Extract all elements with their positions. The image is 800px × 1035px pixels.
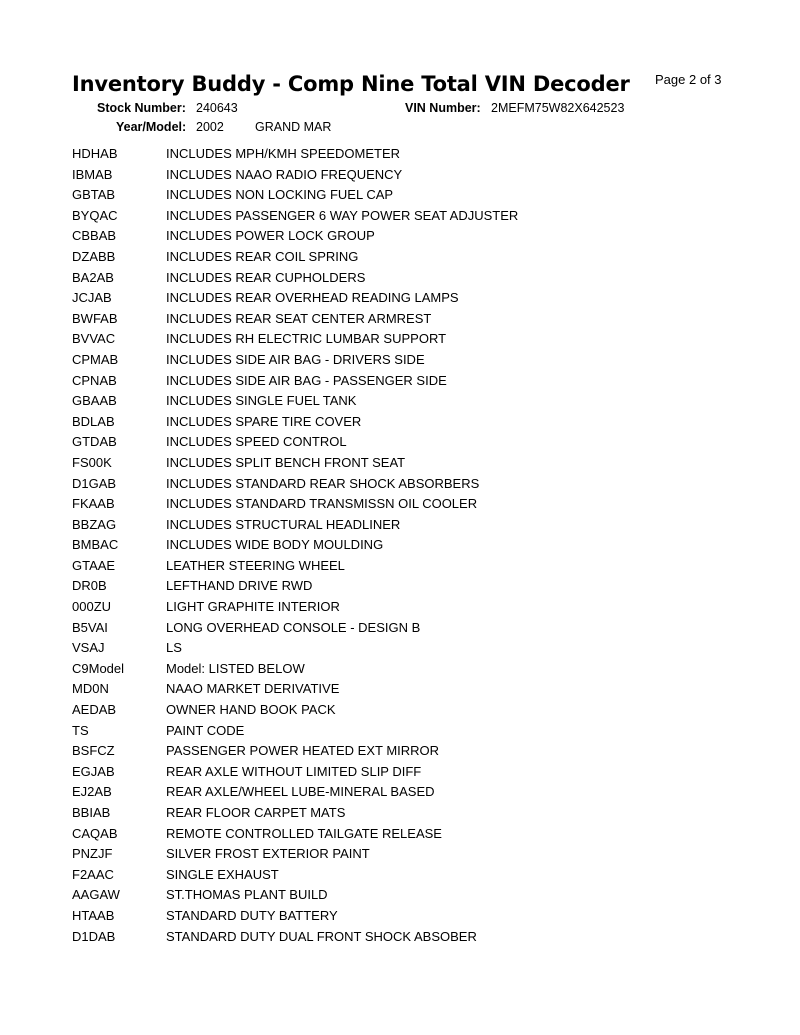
list-item: [0, 453, 800, 474]
option-description: INCLUDES SINGLE FUEL TANK: [166, 393, 357, 409]
option-code: BBZAG: [72, 516, 117, 532]
option-code: 000ZU: [72, 599, 112, 615]
option-code: FS00K: [72, 454, 112, 470]
option-code: BYQAC: [72, 207, 118, 223]
option-description: INCLUDES MPH/KMH SPEEDOMETER: [166, 146, 401, 161]
vin-number-value: 2MEFM75W82X642523: [491, 101, 625, 115]
option-description: INCLUDES REAR COIL SPRING: [166, 248, 359, 264]
option-code: C9Model: [72, 660, 125, 676]
list-item: [0, 885, 800, 906]
list-item: [0, 309, 800, 330]
option-description: LS: [166, 640, 182, 656]
option-description: INCLUDES PASSENGER 6 WAY POWER SEAT ADJUSTER: [166, 207, 519, 223]
option-code: TS: [72, 722, 89, 738]
option-description: INCLUDES NAAO RADIO FREQUENCY: [166, 166, 403, 182]
option-code-list: [0, 144, 800, 947]
option-code: DZABB: [72, 248, 116, 264]
list-item: [0, 350, 800, 371]
option-code: EJ2AB: [72, 784, 112, 800]
list-item: [0, 659, 800, 680]
option-description: PASSENGER POWER HEATED EXT MIRROR: [166, 743, 440, 759]
option-description: REMOTE CONTROLLED TAILGATE RELEASE: [166, 825, 442, 841]
option-code: D1DAB: [72, 928, 116, 944]
list-item: [0, 741, 800, 762]
list-item: [0, 185, 800, 206]
page-number: Page 2 of 3: [655, 72, 722, 87]
option-description: INCLUDES REAR OVERHEAD READING LAMPS: [166, 290, 459, 306]
option-code: BDLAB: [72, 413, 115, 429]
list-item: [0, 906, 800, 927]
stock-number-value: 240643: [196, 101, 238, 115]
list-item: [0, 474, 800, 495]
option-description: INCLUDES REAR SEAT CENTER ARMREST: [166, 310, 432, 326]
list-item: [0, 597, 800, 618]
option-description: OWNER HAND BOOK PACK: [166, 702, 336, 718]
option-code: CPMAB: [72, 351, 119, 367]
list-item: [0, 576, 800, 597]
list-item: [0, 556, 800, 577]
option-description: STANDARD DUTY DUAL FRONT SHOCK ABSOBER: [166, 928, 477, 944]
year-model-label-text: Year/Model:: [116, 120, 187, 134]
list-item: [0, 844, 800, 865]
list-item: [0, 824, 800, 845]
option-code: B5VAI: [72, 619, 108, 635]
option-description: REAR AXLE/WHEEL LUBE-MINERAL BASED: [166, 784, 435, 800]
year-model-label: [116, 120, 186, 134]
option-description: LEFTHAND DRIVE RWD: [166, 578, 313, 594]
list-item: [0, 782, 800, 803]
list-item: [0, 371, 800, 392]
list-item: [0, 432, 800, 453]
option-description: INCLUDES STANDARD REAR SHOCK ABSORBERS: [166, 475, 480, 491]
list-item: [0, 268, 800, 289]
list-item: [0, 638, 800, 659]
list-item: [0, 329, 800, 350]
option-code: CAQAB: [72, 825, 118, 841]
option-description: INCLUDES STANDARD TRANSMISSN OIL COOLER: [166, 496, 478, 512]
option-description: STANDARD DUTY BATTERY: [166, 907, 338, 923]
list-item: [0, 535, 800, 556]
list-item: [0, 865, 800, 886]
stock-number-label: [97, 101, 186, 115]
list-item: [0, 762, 800, 783]
option-code: GTAAE: [72, 557, 116, 573]
option-code: EGJAB: [72, 763, 115, 779]
option-description: SINGLE EXHAUST: [166, 866, 279, 882]
option-code: BMBAC: [72, 537, 119, 553]
option-description: INCLUDES POWER LOCK GROUP: [166, 228, 375, 244]
list-item: [0, 288, 800, 309]
option-description: INCLUDES SPARE TIRE COVER: [166, 413, 362, 429]
option-description: ST.THOMAS PLANT BUILD: [166, 887, 328, 903]
option-code: BSFCZ: [72, 743, 115, 759]
option-code: BA2AB: [72, 269, 114, 285]
option-code: HTAAB: [72, 907, 115, 923]
option-code: PNZJF: [72, 846, 113, 862]
option-code: GBAAB: [72, 393, 117, 409]
list-item: [0, 247, 800, 268]
option-description: LEATHER STEERING WHEEL: [166, 557, 345, 573]
option-description: INCLUDES RH ELECTRIC LUMBAR SUPPORT: [166, 331, 447, 347]
option-code: VSAJ: [72, 640, 105, 656]
list-item: [0, 721, 800, 742]
option-description: LONG OVERHEAD CONSOLE - DESIGN B: [166, 619, 421, 635]
option-description: INCLUDES SPEED CONTROL: [166, 434, 347, 450]
option-code: CPNAB: [72, 372, 117, 388]
option-code: GTDAB: [72, 434, 117, 450]
option-description: INCLUDES NON LOCKING FUEL CAP: [166, 187, 394, 203]
option-description: SILVER FROST EXTERIOR PAINT: [166, 846, 370, 862]
list-item: [0, 226, 800, 247]
list-item: [0, 700, 800, 721]
option-code: BVVAC: [72, 331, 116, 347]
option-code: BWFAB: [72, 310, 118, 326]
list-item: [0, 494, 800, 515]
option-code: AEDAB: [72, 702, 117, 718]
option-code: GBTAB: [72, 187, 116, 203]
option-description: INCLUDES REAR CUPHOLDERS: [166, 269, 366, 285]
option-description: REAR FLOOR CARPET MATS: [166, 805, 346, 820]
vin-number-label: [405, 101, 481, 115]
option-description: NAAO MARKET DERIVATIVE: [166, 681, 340, 697]
list-item: [0, 679, 800, 700]
option-description: INCLUDES STRUCTURAL HEADLINER: [166, 516, 401, 532]
option-code: CBBAB: [72, 228, 117, 244]
option-code: AAGAW: [72, 887, 120, 903]
list-item: [0, 618, 800, 639]
list-item: [0, 144, 800, 165]
option-description: REAR AXLE WITHOUT LIMITED SLIP DIFF: [166, 763, 422, 779]
list-item: [0, 515, 800, 536]
list-item: [0, 803, 800, 824]
list-item: [0, 391, 800, 412]
option-code: BBIAB: [72, 805, 111, 820]
option-code: DR0B: [72, 578, 107, 594]
option-description: Model: LISTED BELOW: [166, 660, 305, 676]
option-description: INCLUDES SIDE AIR BAG - PASSENGER SIDE: [166, 372, 447, 388]
stock-number-label-text: Stock Number:: [97, 101, 186, 115]
option-description: INCLUDES WIDE BODY MOULDING: [166, 537, 384, 553]
list-item: [0, 165, 800, 186]
option-description: PAINT CODE: [166, 722, 245, 738]
option-description: INCLUDES SIDE AIR BAG - DRIVERS SIDE: [166, 351, 425, 367]
year-value: 2002: [196, 120, 224, 134]
option-code: D1GAB: [72, 475, 117, 491]
list-item: [0, 412, 800, 433]
option-description: LIGHT GRAPHITE INTERIOR: [166, 599, 340, 615]
document-title: Inventory Buddy - Comp Nine Total VIN Decoder: [72, 72, 630, 96]
list-item: [0, 927, 800, 948]
option-code: JCJAB: [72, 290, 112, 306]
list-item: [0, 206, 800, 227]
option-code: HDHAB: [72, 146, 118, 161]
option-code: MD0N: [72, 681, 109, 697]
option-code: F2AAC: [72, 866, 114, 882]
vin-number-label-text: VIN Number:: [405, 101, 481, 115]
option-code: IBMAB: [72, 166, 113, 182]
option-description: INCLUDES SPLIT BENCH FRONT SEAT: [166, 454, 406, 470]
option-code: FKAAB: [72, 496, 115, 512]
model-value: GRAND MAR: [255, 120, 332, 134]
